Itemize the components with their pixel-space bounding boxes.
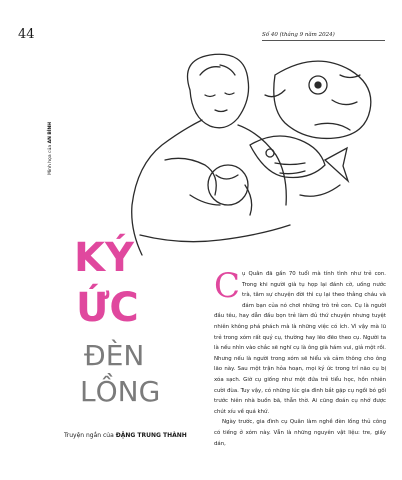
issue-info: Số 40 (tháng 9 năm 2024): [262, 32, 335, 38]
illustration-caption: [48, 122, 53, 175]
title-line-4: LỒNG: [80, 375, 161, 408]
caption-artist: AN BÌNH: [48, 121, 53, 144]
title-line-2: ỨC: [76, 285, 139, 331]
paragraph-2: Ngày trước, gia đình cụ Quân làm nghề đèn lồng thủ công có tiếng ở xóm này. Vẫn là những nguyên vật liệu: tre, giấy dán,: [214, 419, 386, 447]
article-body: [214, 266, 386, 449]
caption-prefix: Minh họa của: [48, 144, 53, 175]
byline-author: ĐẶNG TRUNG THÀNH: [115, 432, 187, 439]
page-number: 44: [18, 27, 35, 42]
dropcap: C: [214, 266, 241, 306]
illustration: [70, 35, 390, 260]
title-line-1: KÝ: [74, 235, 134, 281]
title-line-3: ĐÈN: [84, 339, 145, 372]
byline: [64, 432, 187, 439]
byline-prefix: Truyện ngắn của: [64, 432, 114, 439]
paragraph-1: ụ Quân đã gần 70 tuổi mà tính tình như trẻ con. Trong khi người già tụ họp lại đánh cờ, uống nước trà, tâm sự chuyện đời thì cụ lại theo thằng cháu và đám bạn của nó chơi những trò trẻ con. Cụ là người đầu têu, hay dẫn đầu bọn trẻ làm đủ thứ chuyện nhưng tuyệt nhiên không phá phách mà là những việc có ích. Vì vậy mà lũ trẻ trong xóm rất quý cụ, thường hay lẽo đẽo theo cụ. Người ta là nếu nhìn vào chắc sẽ nghĩ cụ là ông già hám vui, giả một rồi. Nhưng nếu là người trong xóm sẽ hiểu và cảm thông cho ông lão này. Sau một trận hỏa hoạn, mọi ký ức trong trí não cụ bị xóa sạch. Giờ cụ giống như một đứa trẻ tiểu học, hồn nhiên cười đùa. Tuy vậy, có những lúc gia đình bắt gặp cụ ngồi bó gối trước hiên nhà buồn bã, thẫn thờ. Ai cũng đoán cụ nhớ được chút xíu về quá khứ.: [214, 271, 386, 415]
